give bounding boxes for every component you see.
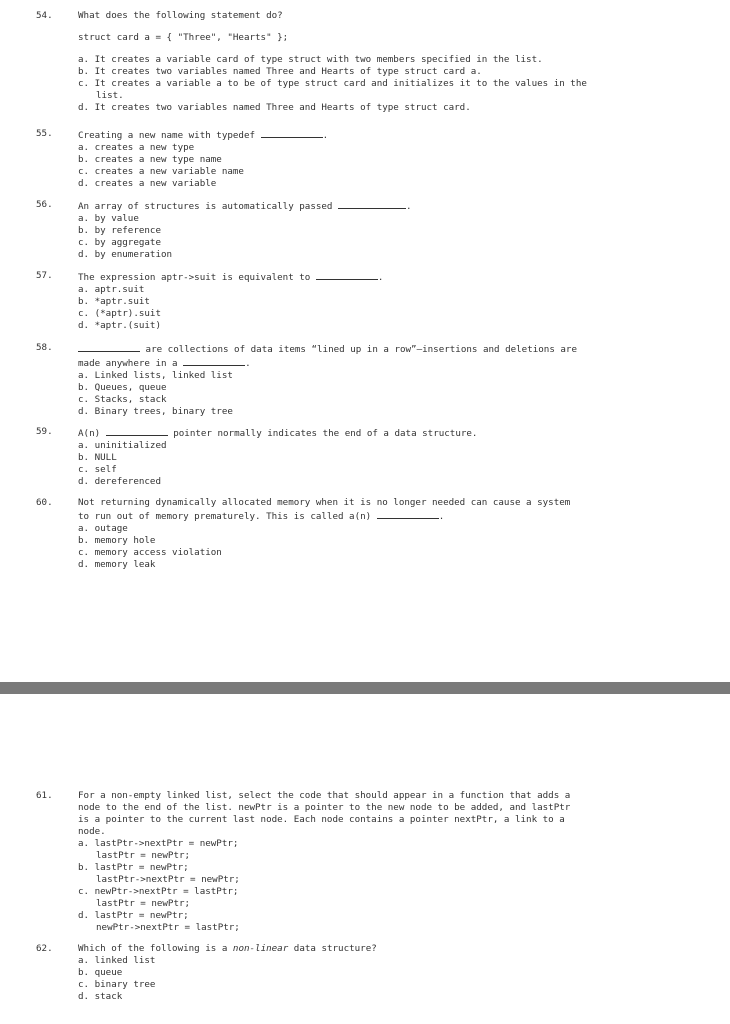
page-divider <box>0 682 730 694</box>
option-a: a. creates a new type <box>78 142 195 153</box>
option-a: a. outage <box>78 523 128 534</box>
option-b: b. It creates two variables named Three and Hearts of type struct card a. <box>78 66 482 77</box>
option-a-line-2: lastPtr = newPtr; <box>96 850 191 861</box>
code-statement: struct card a = { "Three", "Hearts" }; <box>78 32 289 43</box>
answer-blank-1 <box>78 342 140 352</box>
option-c: c. Stacks, stack <box>78 394 167 405</box>
stem-end: . <box>438 511 445 522</box>
option-d: d. It creates two variables named Three and Hearts of type struct card. <box>78 102 471 113</box>
question-number: 54. <box>36 10 53 21</box>
question-stem-line-1 <box>78 342 654 356</box>
stem-text: are collections of data items “lined up in a row”—insertions and deletions are <box>145 344 577 355</box>
stem-text: The expression aptr->suit is equivalent to <box>78 272 311 283</box>
option-c-line-2: lastPtr = newPtr; <box>96 898 191 909</box>
option-d-line-2: newPtr->nextPtr = lastPtr; <box>96 922 240 933</box>
option-c: c. creates a new variable name <box>78 166 244 177</box>
answer-blank-2 <box>183 356 245 366</box>
question-stem-line-3: is a pointer to the current last node. Each node contains a pointer nextPtr, a link to a <box>78 814 565 825</box>
stem-text: Creating a new name with typedef <box>78 130 256 141</box>
question-stem-line-2: node to the end of the list. newPtr is a pointer to the new node to be added, and lastPtr <box>78 802 571 813</box>
question-number: 60. <box>36 497 53 508</box>
option-c: c. newPtr->nextPtr = lastPtr; <box>78 886 239 897</box>
stem-end: data structure? <box>293 943 377 954</box>
option-a: a. uninitialized <box>78 440 167 451</box>
answer-blank <box>338 199 406 209</box>
option-d: d. memory leak <box>78 559 156 570</box>
stem-end: pointer normally indicates the end of a data structure. <box>173 428 478 439</box>
option-a: a. It creates a variable card of type struct with two members specified in the list. <box>78 54 543 65</box>
option-c: c. self <box>78 464 117 475</box>
question-stem-line-4: node. <box>78 826 106 837</box>
option-b: b. by reference <box>78 225 161 236</box>
answer-blank <box>316 270 378 280</box>
stem-text-2: made anywhere in a <box>78 358 178 369</box>
stem-text-2: to run out of memory prematurely. This is called a(n) <box>78 511 372 522</box>
question-number: 57. <box>36 270 53 281</box>
question-stem <box>78 128 654 142</box>
option-d: d. dereferenced <box>78 476 161 487</box>
option-c-continuation: list. <box>96 90 124 101</box>
option-b: b. queue <box>78 967 123 978</box>
stem-end: . <box>245 358 251 369</box>
question-number: 58. <box>36 342 53 353</box>
option-b: b. lastPtr = newPtr; <box>78 862 189 873</box>
option-d: d. by enumeration <box>78 249 173 260</box>
option-b: b. NULL <box>78 452 117 463</box>
question-number: 61. <box>36 790 53 801</box>
option-a: a. Linked lists, linked list <box>78 370 233 381</box>
question-stem <box>78 270 654 284</box>
option-c: c. binary tree <box>78 979 156 990</box>
stem-end: . <box>406 201 412 212</box>
stem-emphasis: non-linear <box>232 943 289 954</box>
option-a: a. aptr.suit <box>78 284 145 295</box>
option-a: a. by value <box>78 213 139 224</box>
question-stem <box>78 426 654 440</box>
option-b: b. creates a new type name <box>78 154 222 165</box>
option-a: a. lastPtr->nextPtr = newPtr; <box>78 838 239 849</box>
option-c: c. (*aptr).suit <box>78 308 161 319</box>
option-b: b. *aptr.suit <box>78 296 150 307</box>
question-stem-line-1: For a non-empty linked list, select the code that should appear in a function that adds a <box>78 790 571 801</box>
option-c: c. memory access violation <box>78 547 222 558</box>
option-d: d. *aptr.(suit) <box>78 320 161 331</box>
option-c: c. It creates a variable a to be of type struct card and initializes it to the values in the <box>78 78 587 89</box>
question-stem <box>78 199 654 213</box>
option-b: b. Queues, queue <box>78 382 167 393</box>
question-stem-line-2 <box>78 509 654 523</box>
stem-end: . <box>322 130 329 141</box>
question-stem-line-2 <box>78 356 654 370</box>
question-number: 59. <box>36 426 53 437</box>
option-d: d. creates a new variable <box>78 178 217 189</box>
question-stem-line-1: Not returning dynamically allocated memory when it is no longer needed can cause a system <box>78 497 571 508</box>
option-c: c. by aggregate <box>78 237 161 248</box>
option-b: b. memory hole <box>78 535 156 546</box>
question-stem: What does the following statement do? <box>78 10 283 21</box>
question-number: 55. <box>36 128 53 139</box>
question-number: 62. <box>36 943 53 954</box>
option-d: d. lastPtr = newPtr; <box>78 910 189 921</box>
question-number: 56. <box>36 199 53 210</box>
stem-text: Which of the following is a <box>78 943 228 954</box>
answer-blank <box>106 426 168 436</box>
option-b-line-2: lastPtr->nextPtr = newPtr; <box>96 874 240 885</box>
exam-page-2 <box>0 694 730 1024</box>
stem-text: A(n) <box>78 428 101 439</box>
question-stem <box>78 943 654 955</box>
answer-blank <box>261 128 323 138</box>
answer-blank <box>377 509 439 519</box>
option-d: d. stack <box>78 991 123 1002</box>
stem-end: . <box>377 272 384 283</box>
option-a: a. linked list <box>78 955 156 966</box>
option-d: d. Binary trees, binary tree <box>78 406 233 417</box>
stem-text: An array of structures is automatically passed <box>78 201 333 212</box>
